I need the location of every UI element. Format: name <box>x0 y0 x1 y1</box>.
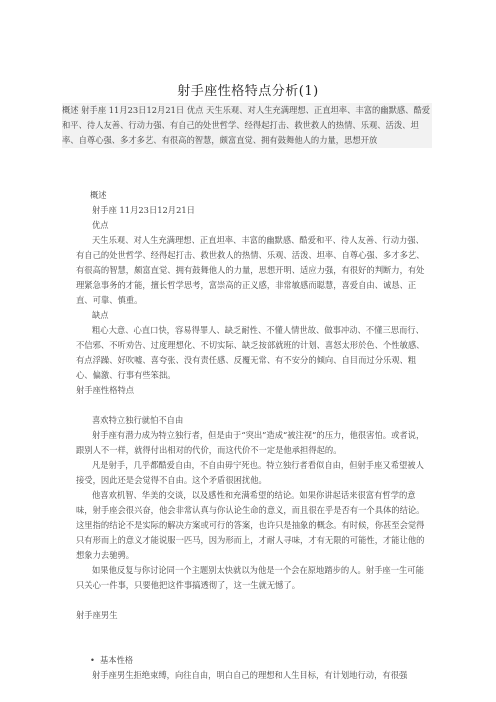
page-title: 射手座性格特点分析(1) <box>177 84 319 99</box>
section1-paragraph: 射手座有潜力成为特立独行者，但是由于“突出”造成“被注视”的压力，他很害怕。或者说，跟别人不一样，就得付出相对的代价，而这代价不一定是他承担得起的。 <box>76 430 425 455</box>
date-line: 射手座 11月23日12月21日 <box>92 205 195 215</box>
bullet-text: 射手座男生拒绝束缚，向往自由，明白自己的理想和人生目标，有计划地行动，有很强 <box>92 670 408 680</box>
section1-paragraph: 如果他反复与你讨论同一个主题别太快就以为他是一个会在原地踏步的人。射手座一生可能只关心一件事，只要他把这件事搞透彻了，这一生就无憾了。 <box>76 565 424 590</box>
weaknesses-heading: 缺点 <box>92 310 109 320</box>
section1-paragraph: 凡是射手，几乎都酷爱自由，不自由毋宁死也。特立独行者看似自由，但射手座又希望被人接受，因此还是会觉得不自由。这个矛盾很困扰他。 <box>76 460 424 485</box>
overview-heading: 概述 <box>90 190 107 200</box>
strengths-heading: 优点 <box>92 220 109 230</box>
traits-heading: 射手座性格特点 <box>76 385 135 395</box>
bullet-icon: • <box>90 655 95 665</box>
bullet-title: 基本性格 <box>100 655 134 665</box>
weaknesses-text: 粗心大意、心直口快，容易得罪人、缺乏耐性、不懂人情世故、做事冲动、不懂三思而行、不信邪、不听劝告、过度理想化、不切实际、缺乏按部就班的计划、喜怒太形於色、个性敏感、有点浮躁、好吹嘘、喜夸张、没有责任感、反覆无常、有不安分的倾向、自目而过分乐观、粗心、偏激、行事有些笨拙。 <box>76 325 425 380</box>
section1-paragraph: 他喜欢机智、华美的交谈，以及感性和充满希望的结论。如果你讲起话来很富有哲学的意味，射手座会很兴奋，他会非常认真与你认论生命的意义，而且很在乎是否有一个具体的结论。这里指的结论不是实际的解决方案或可行的答案，也许只是抽象的概念。有时候，你甚至会觉得只有形而上的意义才能说服一匹马，因为形而上，才耐人寻味，才有无限的可能性，才能让他的想象力去驰骋。 <box>76 490 425 560</box>
section1-title: 喜欢特立独行就怕不自由 <box>92 415 184 425</box>
male-heading: 射手座男生 <box>76 610 118 620</box>
strengths-text: 天生乐观、对人生充满理想、正直坦率、丰富的幽默感、酷爱和平、待人友善、行动力强、有自己的处世哲学、经得起打击、救世救人的热情、乐观、活泼、坦率、自尊心强、多才多艺、有很高的智慧，颇富直觉、拥有鼓舞他人的力量，思想开明、适应力强，有很好的判断力，有处理紧急事务的才能，擅长哲学思考，富崇高的正义感，非常敏感而聪慧，喜爱自由、诚恳、正直、可靠、慎重。 <box>76 235 425 305</box>
bullet-item <box>90 653 432 668</box>
document-body <box>76 188 432 683</box>
abstract-box: 概述 射手座 11月23日12月21日 优点 天生乐观、对人生充满理想、正直坦率、丰富的幽默感、酷爱和平、待人友善、行动力强、有自己的处世哲学、经得起打击、救世救人的热情、乐观、活泼、坦率、自尊心强、多才多艺、有很高的智慧，颇富直觉、拥有鼓舞他人的力量，思想开放 <box>62 103 432 148</box>
